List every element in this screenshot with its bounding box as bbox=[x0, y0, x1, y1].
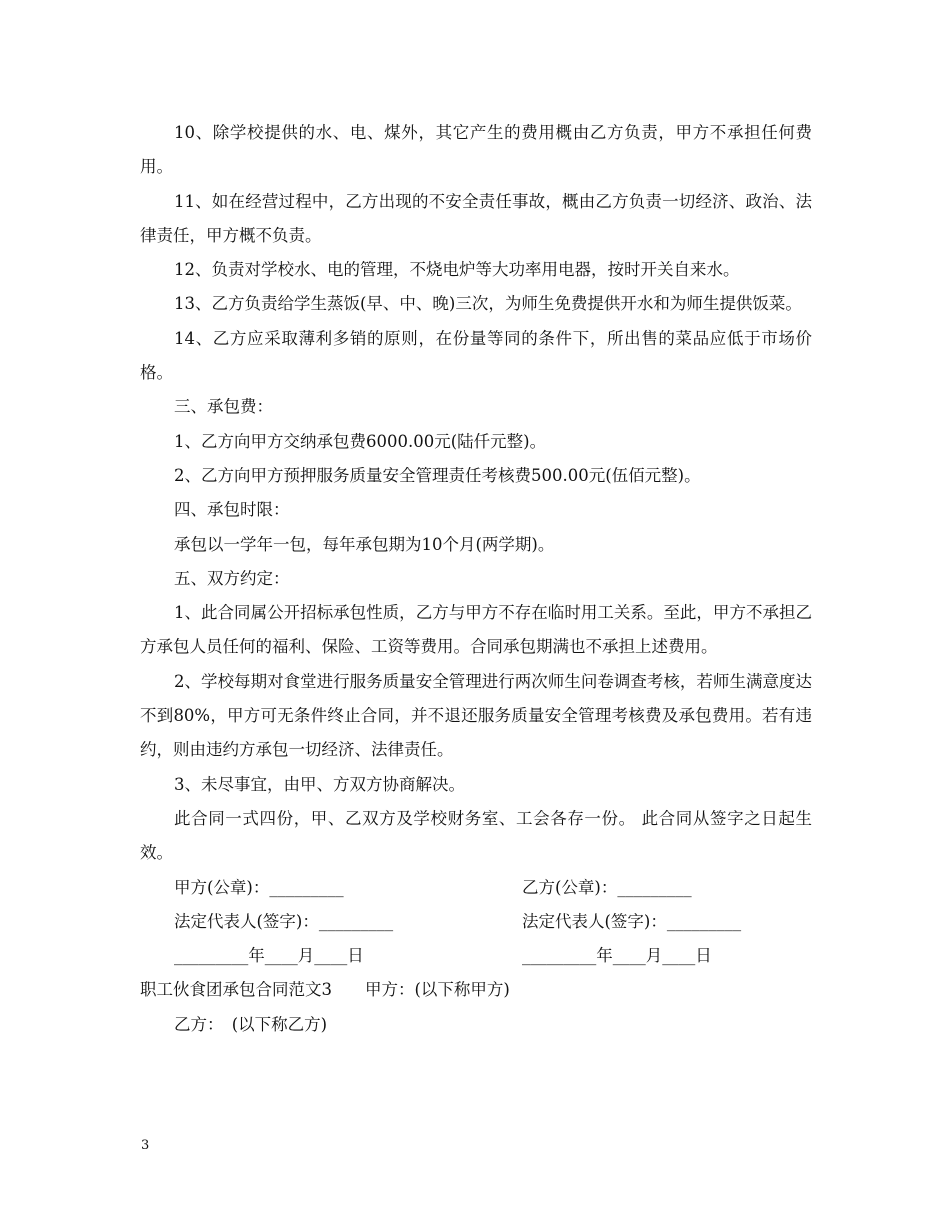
fee-item-1: 1、乙方向甲方交纳承包费6000.00元(陆仟元整)。 bbox=[174, 431, 547, 451]
party-b-seal-line: 乙方(公章)：_________ bbox=[522, 877, 692, 897]
party-b-date-line: _________年____月____日 bbox=[522, 946, 712, 966]
section-heading-term: 四、承包时限： bbox=[174, 500, 290, 520]
clause-11: 11、如在经营过程中，乙方出现的不安全责任事故，概由乙方负责一切经济、政治、法律责任，甲方概不负责。 bbox=[140, 191, 812, 245]
term-text: 承包以一学年一包，每年承包期为10个月(两学期)。 bbox=[174, 534, 555, 554]
next-section-heading: 职工伙食团承包合同范文3 甲方：(以下称甲方) bbox=[140, 980, 510, 1000]
next-section-party-b: 乙方： (以下称乙方) bbox=[174, 1014, 328, 1034]
clause-13: 13、乙方负责给学生蒸饭(早、中、晚)三次，为师生免费提供开水和为师生提供饭菜。 bbox=[174, 294, 802, 314]
clause-12: 12、负责对学校水、电的管理，不烧电炉等大功率用电器，按时开关自来水。 bbox=[174, 260, 740, 280]
party-a-rep-line: 法定代表人(签字)：_________ bbox=[174, 911, 394, 931]
clause-10: 10、除学校提供的水、电、煤外，其它产生的费用概由乙方负责，甲方不承担任何费用。 bbox=[140, 123, 812, 177]
page-number: 3 bbox=[141, 1138, 150, 1153]
clause-14: 14、乙方应采取薄利多销的原则，在份量等同的条件下，所出售的菜品应低于市场价格。 bbox=[140, 328, 812, 383]
signature-seal-row bbox=[140, 871, 812, 905]
party-a-date-line: _________年____月____日 bbox=[174, 946, 364, 966]
signature-rep-row bbox=[140, 905, 812, 939]
document-body bbox=[140, 116, 812, 1042]
section-heading-agreement: 五、双方约定： bbox=[174, 568, 290, 588]
agreement-item-2: 2、学校每期对食堂进行服务质量安全管理进行两次师生问卷调查考核，若师生满意度达不到80%，甲方可无条件终止合同，并不退还服务质量安全管理考核费及承包费用。若有违约，则由违约方承包一切经济、法律责任。 bbox=[140, 671, 812, 760]
fee-item-2: 2、乙方向甲方预押服务质量安全管理责任考核费500.00元(伍佰元整)。 bbox=[174, 465, 701, 485]
agreement-item-1: 1、此合同属公开招标承包性质，乙方与甲方不存在临时用工关系。至此，甲方不承担乙方承包人员任何的福利、保险、工资等费用。合同承包期满也不承担上述费用。 bbox=[140, 603, 812, 657]
agreement-item-3: 3、未尽事宜，由甲、方双方协商解决。 bbox=[174, 774, 465, 794]
party-a-seal-line: 甲方(公章)：_________ bbox=[174, 877, 344, 897]
copies-and-effect: 此合同一式四份，甲、乙双方及学校财务室、工会各存一份。 此合同从签字之日起生效。 bbox=[140, 808, 812, 863]
section-heading-fee: 三、承包费： bbox=[174, 397, 273, 417]
party-b-rep-line: 法定代表人(签字)：_________ bbox=[522, 911, 742, 931]
signature-date-row bbox=[140, 939, 812, 973]
